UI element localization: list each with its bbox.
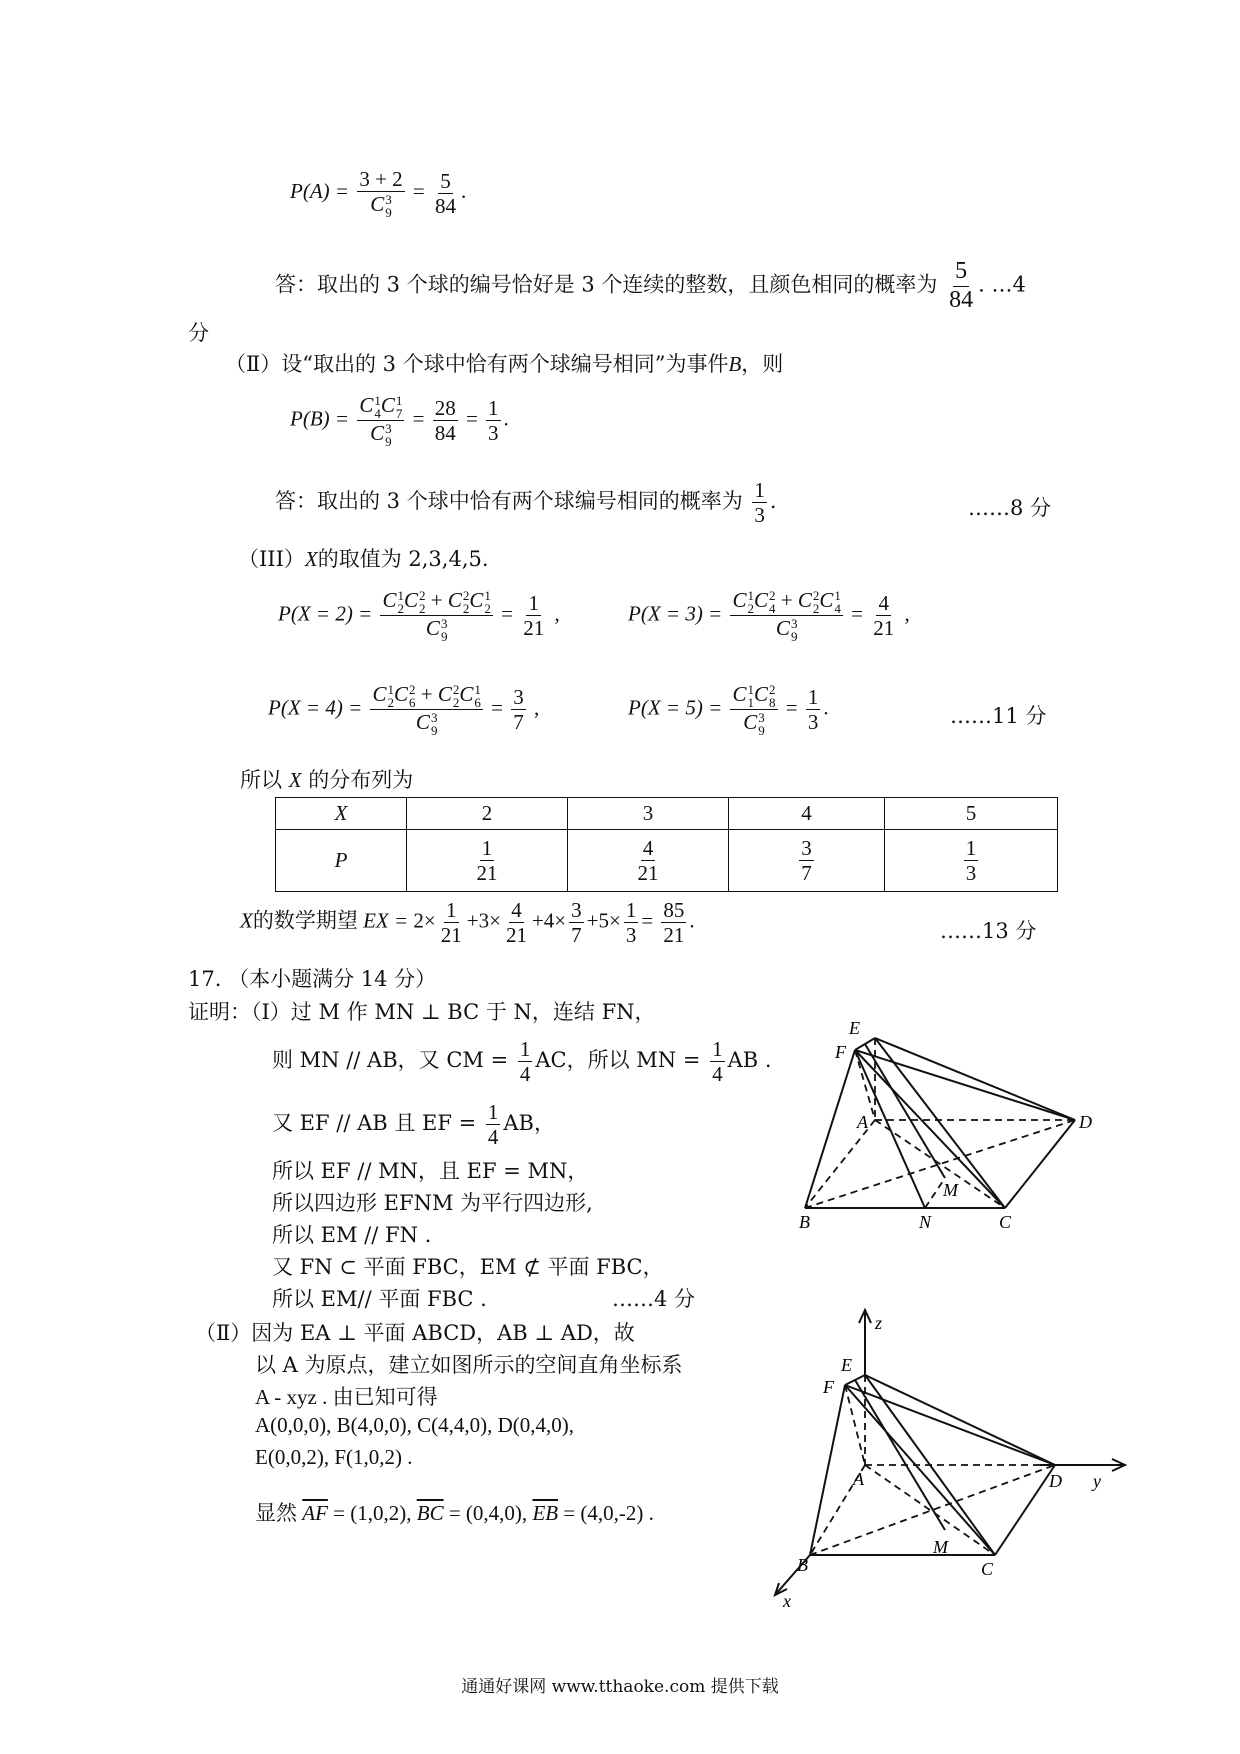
score-4: ……4 分	[612, 1287, 696, 1311]
q17-proof-line-5: 又 FN ⊂ 平面 FBC，EM ⊄ 平面 FBC，	[272, 1255, 664, 1279]
answer-part1: 答：取出的 3 个球的编号恰好是 3 个连续的整数，且颜色相同的概率为 $\frac{5}{84}$ . …4	[275, 258, 1026, 313]
table-cell: P	[276, 830, 407, 892]
q17-line-mn: 则 MN // AB，又 CM = $\frac{1}{4}$ AC，所以 MN = $\frac{1}{4}$ AB .	[272, 1037, 772, 1087]
score-8: ……8 分	[968, 496, 1052, 520]
label-E: E	[841, 1355, 852, 1375]
answer-part1-unit: 分	[188, 321, 209, 345]
score-13: ……13 分	[940, 919, 1037, 943]
table-cell: 5	[885, 798, 1058, 830]
formula-px5: P(X = 5) = C 1 1 C 2 8 C 3 9 = $\frac{1}{3}$ .	[628, 682, 829, 739]
label-D: D	[1079, 1112, 1092, 1132]
dist-intro: 所以 X 的分布列为	[240, 768, 414, 792]
label-A: A	[853, 1469, 864, 1489]
table-cell: $\frac{1}{21}$	[407, 830, 568, 892]
label-C: C	[981, 1559, 994, 1579]
formula-px2: P(X = 2) = C 1 2 C 2 2 + C 2 2 C 1 2 C 3 9 = $\frac{1}{21}$ ,	[278, 588, 560, 645]
label-x: x	[783, 1591, 791, 1611]
q17-proof-line-2: 所以 EF // MN，且 EF = MN，	[272, 1159, 589, 1183]
q17-proof-line-3: 所以四边形 EFNM 为平行四边形,	[272, 1191, 593, 1215]
table-cell: $\frac{3}{7}$	[729, 830, 885, 892]
label-N: N	[919, 1212, 932, 1232]
q17-vectors: 显然 $\overline{AF} = (1,0,2)$, $\overline{BC} = (0,4,0)$, $\overline{EB} = (4,0,-2)$ .	[255, 1501, 654, 1525]
label-E: E	[849, 1018, 860, 1038]
label-y: y	[1093, 1471, 1101, 1491]
pa-fraction: 3 + 2 C 3 9	[359, 167, 403, 221]
table-row	[276, 830, 1058, 892]
formula-px4: P(X = 4) = C 1 2 C 2 6 + C 2 2 C 1 6 C 3 9 = $\frac{3}{7}$ ,	[268, 682, 540, 739]
label-C: C	[999, 1212, 1012, 1232]
formula-pb: P(B) = C 1 4 C 1 7 C 3 9 = $\frac{28}{84}$ = $\frac{1}{3}$ .	[290, 393, 509, 450]
q17-title: 17. （本小题满分 14 分）	[188, 967, 437, 991]
label-D: D	[1049, 1471, 1062, 1491]
label-M: M	[943, 1180, 958, 1200]
figure-solid-2	[755, 1305, 1135, 1615]
q17-line-ef: 又 EF // AB 且 EF = $\frac{1}{4}$ AB，	[272, 1100, 555, 1150]
label-F: F	[823, 1377, 834, 1397]
q17-part2-line-4: A(0,0,0), B(4,0,0), C(4,4,0), D(0,4,0),	[255, 1413, 575, 1437]
q17-proof-line-4: 所以 EM // FN .	[272, 1223, 432, 1247]
table-cell: $\frac{4}{21}$	[568, 830, 729, 892]
pa-result: $\frac{5}{84}$	[435, 168, 456, 218]
formula-pa: P(A) = 3 + 2 C 3 9 = $\frac{5}{84}$ .	[290, 167, 467, 221]
table-cell: $\frac{1}{3}$	[885, 830, 1058, 892]
label-B: B	[797, 1555, 808, 1575]
label-B: B	[799, 1212, 810, 1232]
label-F: F	[835, 1042, 846, 1062]
part3-intro: （III）X的取值为 2,3,4,5.	[238, 547, 489, 571]
pb-fraction: C 1 4 C 1 7 C 3 9	[359, 393, 403, 450]
table-header-row	[276, 798, 1058, 830]
page-footer: 通通好课网 www.tthaoke.com 提供下载	[461, 1677, 779, 1697]
formula-px3: P(X = 3) = C 1 2 C 2 4 + C 2 2 C 1 4 C 3 9 = $\frac{4}{21}$ ,	[628, 588, 910, 645]
expectation-formula: X的数学期望 EX = 2× $\frac{1}{21}$ +3× $\frac{4}{21}$ +4× $\frac{3}{7}$ +5× $\frac{1}{3}$ = $\frac{85}{21}$ .	[240, 898, 695, 948]
q17-part2-line-1: （Ⅱ）因为 EA ⊥ 平面 ABCD，AB ⊥ AD，故	[195, 1321, 635, 1345]
label-A: A	[857, 1112, 868, 1132]
answer-part1-fraction: $\frac{5}{84}$	[949, 258, 974, 313]
distribution-table	[275, 797, 1058, 892]
label-M: M	[933, 1537, 948, 1557]
label-z: z	[875, 1313, 883, 1333]
answer-part2: 答：取出的 3 个球中恰有两个球编号相同的概率为 $\frac{1}{3}$ .	[275, 478, 777, 528]
q17-part2-line-2: 以 A 为原点，建立如图所示的空间直角坐标系	[255, 1353, 683, 1377]
q17-proof-line-1: 证明：（Ⅰ）过 M 作 MN ⊥ BC 于 N，连结 FN，	[188, 1000, 656, 1024]
pa-label: P(A) =	[290, 178, 350, 203]
part2-intro: （Ⅱ）设“取出的 3 个球中恰有两个球编号相同”为事件B，则	[225, 352, 784, 376]
table-cell: 3	[568, 798, 729, 830]
figure-solid-1	[795, 1010, 1135, 1240]
table-cell: 2	[407, 798, 568, 830]
table-cell: 4	[729, 798, 885, 830]
q17-part2-line-5: E(0,0,2), F(1,0,2) .	[255, 1445, 413, 1469]
q17-proof-line-6: 所以 EM// 平面 FBC .	[272, 1287, 487, 1311]
q17-part2-line-3: A - xyz . 由已知可得	[255, 1385, 438, 1409]
table-cell: X	[276, 798, 407, 830]
score-11: ……11 分	[950, 704, 1047, 728]
